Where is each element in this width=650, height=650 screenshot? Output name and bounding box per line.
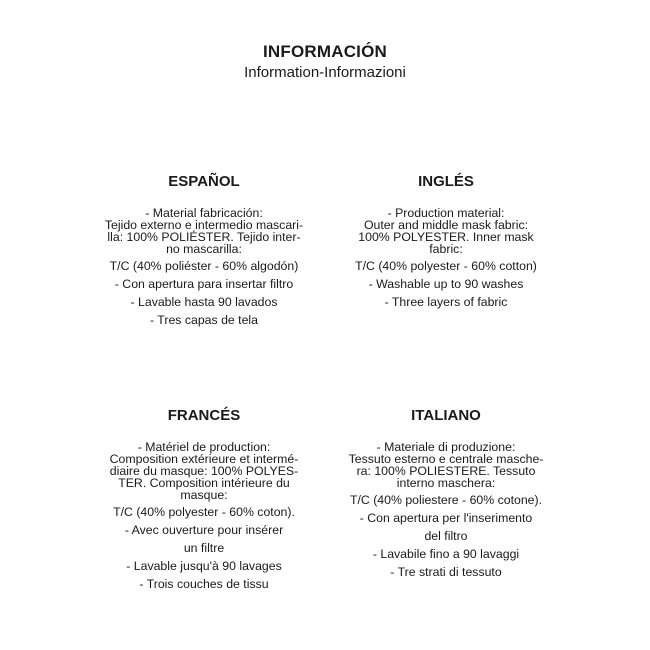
- text-line: Tejido externo e intermedio mascari-: [104, 218, 304, 232]
- text-line: diaire du masque: 100% POLYES-: [109, 464, 299, 478]
- text-line: TER. Composition intérieure du: [118, 476, 290, 490]
- text-line: 100% POLYESTER. Inner mask: [358, 230, 534, 244]
- text-line: - Production material:: [387, 206, 505, 220]
- text-line: - Trois couches de tissu: [139, 577, 269, 591]
- material-description: [89, 441, 319, 501]
- text-line: ra: 100% POLIESTERE. Tessuto: [356, 464, 536, 478]
- text-line: fabric:: [429, 242, 463, 256]
- text-line: del filtro: [424, 529, 468, 543]
- page-title: INFORMACIÓN: [262, 42, 388, 61]
- text-line: interno maschera:: [396, 476, 496, 490]
- text-line: T/C (40% poliestere - 60% cotone).: [349, 493, 543, 507]
- text-line: Composition extérieure et intermé-: [109, 452, 299, 466]
- text-line: - Avec ouverture pour insérer: [124, 523, 284, 537]
- section-heading: INGLÉS: [418, 173, 474, 190]
- text-line: masque:: [180, 488, 228, 502]
- text-line: Tessuto esterno e centrale masche-: [348, 452, 544, 466]
- text-line: un filtre: [183, 541, 225, 555]
- text-line: lla: 100% POLIÉSTER. Tejido inter-: [107, 230, 301, 244]
- section-heading: ITALIANO: [411, 407, 481, 424]
- text-line: - Con apertura per l'inserimento: [359, 511, 533, 525]
- text-line: - Con apertura para insertar filtro: [114, 277, 294, 291]
- text-line: - Three layers of fabric: [384, 295, 508, 309]
- text-line: - Lavabile fino a 90 lavaggi: [372, 547, 520, 561]
- text-line: - Tre strati di tessuto: [390, 565, 502, 579]
- text-line: - Lavable jusqu'à 90 lavages: [126, 559, 282, 573]
- material-description: [89, 207, 319, 255]
- text-line: no mascarilla:: [166, 242, 242, 256]
- section-frances: [89, 407, 319, 593]
- section-espanol: [89, 173, 319, 329]
- text-line: - Matériel de production:: [137, 440, 271, 454]
- text-line: Outer and middle mask fabric:: [363, 218, 529, 232]
- text-line: T/C (40% polyester - 60% coton).: [113, 505, 295, 519]
- text-line: - Materiale di produzione:: [376, 440, 516, 454]
- section-heading: FRANCÉS: [167, 407, 241, 424]
- text-line: - Lavable hasta 90 lavados: [130, 295, 278, 309]
- material-description: [331, 207, 561, 255]
- material-description: [331, 441, 561, 489]
- text-line: - Washable up to 90 washes: [368, 277, 524, 291]
- section-heading: ESPAÑOL: [168, 173, 240, 190]
- text-line: - Tres capas de tela: [150, 313, 258, 327]
- page-subtitle: Information-Informazioni: [244, 64, 406, 81]
- text-line: T/C (40% poliéster - 60% algodón): [109, 259, 299, 273]
- section-italiano: [331, 407, 561, 581]
- text-line: - Material fabricación:: [145, 206, 263, 220]
- text-line: T/C (40% polyester - 60% cotton): [355, 259, 537, 273]
- section-ingles: [331, 173, 561, 311]
